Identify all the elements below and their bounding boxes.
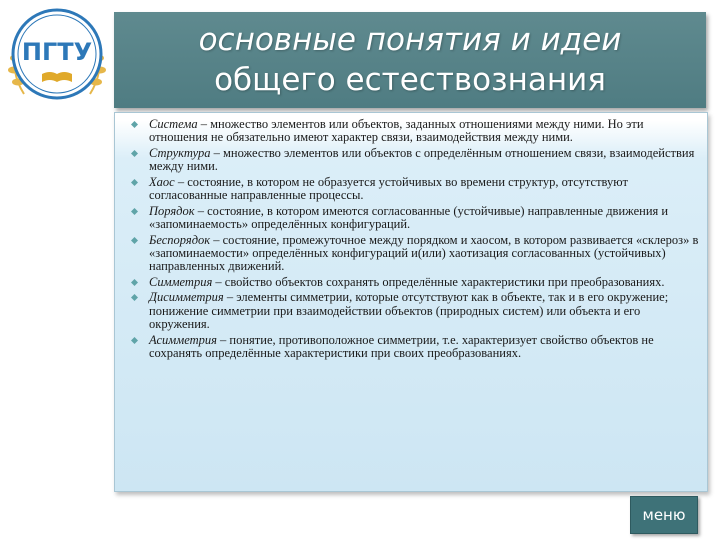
definition-term: Структура xyxy=(149,145,211,160)
definition-item xyxy=(119,234,699,274)
definition-term: Асимметрия xyxy=(149,332,217,347)
definitions-list xyxy=(115,113,707,360)
definition-item xyxy=(119,291,699,331)
definition-term: Беспорядок xyxy=(149,232,211,247)
diamond-bullet-icon xyxy=(131,337,138,344)
definition-text: – множество элементов или объектов с определённым отношением связи, взаимодействия между ними. xyxy=(149,145,695,174)
definition-text: – понятие, противоположное симметрии, т.е. характеризует свойство объектов не сохранять определённые характеристики при своих преобразованиях. xyxy=(149,332,654,360)
diamond-bullet-icon xyxy=(131,121,138,128)
definition-item xyxy=(119,147,699,173)
logo-text: ПГТУ xyxy=(21,38,93,66)
definition-term: Хаос xyxy=(149,174,175,189)
title-line-2: общего естествознания xyxy=(214,62,606,98)
diamond-bullet-icon xyxy=(131,237,138,244)
definition-text: – состояние, в котором имеются согласованные (устойчивые) направленные движения и «запоминаемость» определённых конфигураций. xyxy=(149,203,669,231)
definition-term: Система xyxy=(149,117,198,131)
university-logo xyxy=(2,2,112,106)
definition-term: Порядок xyxy=(149,203,195,218)
title-line-1: основные понятия и идеи xyxy=(198,22,622,58)
definition-item xyxy=(119,205,699,231)
definition-item xyxy=(119,334,699,360)
diamond-bullet-icon xyxy=(131,279,138,286)
diamond-bullet-icon xyxy=(131,294,138,301)
diamond-bullet-icon xyxy=(131,208,138,215)
definition-text: – состояние, в котором не образуется устойчивых во времени структур, отсутствуют согласованные направленные процессы. xyxy=(149,174,628,203)
diamond-bullet-icon xyxy=(131,179,138,186)
diamond-bullet-icon xyxy=(131,150,138,157)
definition-item xyxy=(119,118,699,144)
definition-text: – состояние, промежуточное между порядком и хаосом, в котором развивается «склероз» в «запоминаемости» определённых конфигураций и(или) хаотизация согласованных (устойчивых) направленных движений. xyxy=(149,232,699,274)
definition-term: Симметрия xyxy=(149,274,213,289)
definition-text: – свойство объектов сохранять определённые характеристики при преобразованиях. xyxy=(212,274,665,289)
title-bar xyxy=(114,12,706,108)
definition-item xyxy=(119,176,699,202)
menu-button[interactable]: меню xyxy=(630,496,698,534)
definition-text: – множество элементов или объектов, заданных отношениями между ними. Но эти отношения не обязательно имеют характер связи, взаимодействия между ними. xyxy=(149,117,644,145)
definition-item xyxy=(119,276,699,289)
definitions-panel xyxy=(114,112,708,492)
definition-term: Дисимметрия xyxy=(149,290,224,305)
definition-text: – элементы симметрии, которые отсутствуют как в объекте, так и в его окружение; понижение симметрии при взаимодействии объектов (природных систем) или объекта и его окружения. xyxy=(149,290,669,331)
